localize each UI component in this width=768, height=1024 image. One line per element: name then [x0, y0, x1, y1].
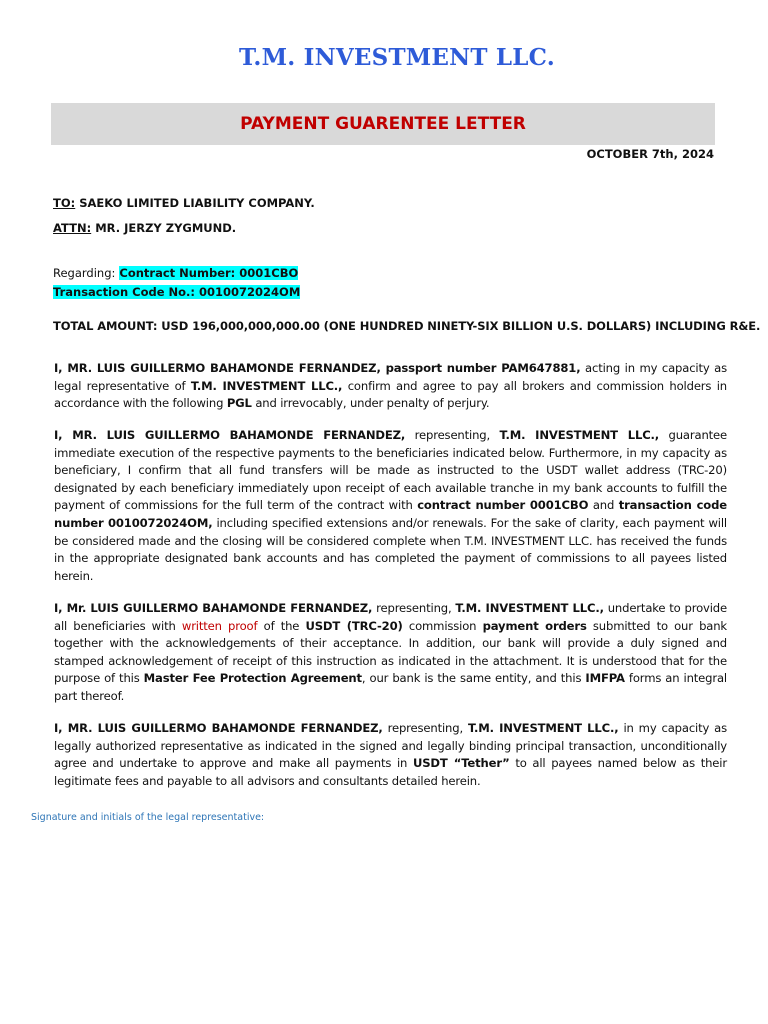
- attn-label: ATTN:: [53, 221, 92, 235]
- p3-text-4: commission: [402, 618, 483, 633]
- p4-company: T.M. INVESTMENT LLC.,: [467, 721, 619, 735]
- p2-text-3: and: [588, 498, 619, 513]
- to-line: [53, 196, 315, 210]
- p3-text-7: forms an integral part thereof.: [54, 671, 727, 703]
- p2-name: I, MR. LUIS GUILLERMO BAHAMONDE FERNANDEZ,: [54, 428, 406, 442]
- p3-name: I, Mr. LUIS GUILLERMO BAHAMONDE FERNANDEZ,: [54, 601, 373, 615]
- transaction-code: Transaction Code No.: 0010072024OM: [53, 285, 301, 299]
- paragraph-3: [54, 600, 727, 706]
- p3-written-proof: written proof: [181, 618, 258, 633]
- signature-label: Signature and initials of the legal representative:: [31, 812, 265, 823]
- total-amount: TOTAL AMOUNT: USD 196,000,000,000.00 (ONE HUNDRED NINETY-SIX BILLION U.S. DOLLARS) INCLUDING R&E.: [53, 319, 761, 333]
- p3-imfpa: IMFPA: [585, 671, 625, 686]
- paragraph-4: [54, 720, 727, 790]
- contract-number: Contract Number: 0001CBO: [119, 266, 299, 280]
- p1-pgl: PGL: [226, 396, 252, 411]
- p3-usdt: USDT (TRC-20): [305, 618, 403, 633]
- p1-text-1: acting in my capacity as legal representative of: [54, 361, 727, 393]
- letter-title: PAYMENT GUARENTEE LETTER: [240, 114, 526, 134]
- attn-value: MR. JERZY ZYGMUND.: [95, 221, 237, 235]
- p3-text-3: of the: [257, 618, 306, 633]
- paragraph-2: [54, 427, 727, 585]
- to-label: TO:: [53, 196, 76, 210]
- regarding-label: Regarding:: [53, 266, 116, 280]
- p1-name: I, MR. LUIS GUILLERMO BAHAMONDE FERNANDEZ, passport number PAM647881,: [54, 361, 581, 375]
- p2-contract: contract number 0001CBO: [417, 498, 589, 513]
- p3-company: T.M. INVESTMENT LLC.,: [455, 601, 604, 615]
- p4-name: I, MR. LUIS GUILLERMO BAHAMONDE FERNANDEZ,: [54, 721, 383, 735]
- p1-company: T.M. INVESTMENT LLC.,: [190, 378, 343, 393]
- p4-tether: USDT “Tether”: [412, 756, 510, 771]
- p2-company: T.M. INVESTMENT LLC.,: [499, 428, 660, 442]
- p3-text-1: representing,: [372, 601, 456, 615]
- paragraph-1: [54, 360, 727, 413]
- p3-payment-orders: payment orders: [482, 618, 587, 633]
- p2-text-1: representing,: [405, 428, 500, 442]
- transaction-line: [53, 285, 300, 299]
- p1-text-3: and irrevocably, under penalty of perjury.: [251, 396, 490, 411]
- p2-text-4: including specified extensions and/or renewals. For the sake of clarity, each payment will be considered made and the closing will be considered complete when T.M. INVESTMENT LLC. has received the funds in the appropriate designated bank accounts and has completed the payment of commissions to all payees listed herein.: [54, 515, 727, 583]
- p2-text-2: guarantee immediate execution of the respective payments to the beneficiaries indicated below. Furthermore, in my capacity as beneficiary, I confirm that all fund transfers will be made as instructed to the USDT wallet address (TRC-20) designated by each beneficiary immediately upon receipt of each available tranche in my bank accounts to fulfill the payment of commissions for the full term of the contract with: [54, 428, 728, 513]
- p4-text-1: representing,: [382, 721, 468, 735]
- p3-text-2: undertake to provide all beneficiaries with: [54, 601, 727, 633]
- to-value: SAEKO LIMITED LIABILITY COMPANY.: [79, 196, 315, 210]
- p2-transaction: transaction code number 0010072024OM,: [54, 498, 727, 530]
- p1-text-2: confirm and agree to pay all brokers and commission holders in accordance with the following: [54, 378, 727, 411]
- title-bar: [51, 103, 715, 145]
- p4-text-2: in my capacity as legally authorized representative as indicated in the signed and legally binding principal transaction, unconditionally agree and undertake to approve and make all payments in: [54, 721, 728, 771]
- p3-text-5: submitted to our bank together with the acknowledgements of their acceptance. In addition, our bank will provide a duly signed and stamped acknowledgement of receipt of this instruction as indicated in the attachment. It is understood that for the purpose of this: [54, 618, 727, 686]
- p3-text-6: , our bank is the same entity, and this: [361, 671, 586, 686]
- company-name: T.M. INVESTMENT LLC.: [239, 44, 555, 71]
- p3-mfpa: Master Fee Protection Agreement: [143, 671, 362, 686]
- letter-date: OCTOBER 7th, 2024: [586, 147, 714, 161]
- p4-text-3: to all payees named below as their legitimate fees and payable to all advisors and consultants detailed herein.: [54, 756, 727, 788]
- attn-line: [53, 221, 236, 235]
- regarding-line: [53, 266, 298, 280]
